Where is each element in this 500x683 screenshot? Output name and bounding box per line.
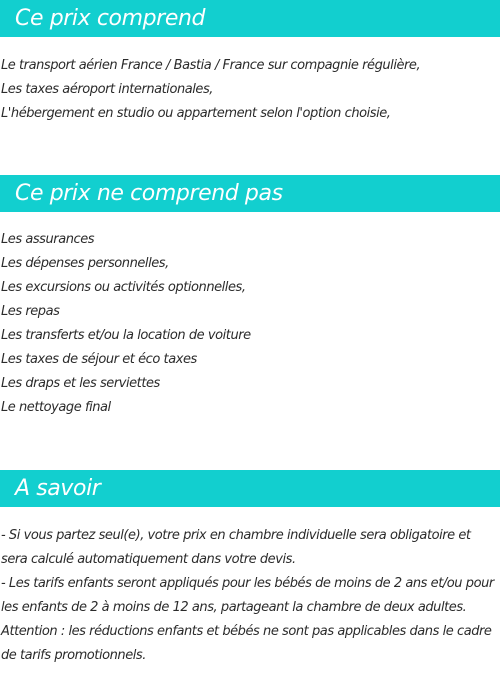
list-item: Les draps et les serviettes	[1, 376, 160, 391]
list-item: Les taxes de séjour et éco taxes	[1, 352, 197, 367]
list-item: Les assurances	[1, 232, 95, 247]
text-line: sera calculé automatiquement dans votre devis.	[1, 552, 296, 567]
section-title: Ce prix comprend	[15, 5, 206, 31]
list-item: Les excursions ou activités optionnelles,	[1, 280, 246, 295]
list-item: L'hébergement en studio ou appartement selon l'option choisie,	[1, 106, 391, 121]
section-title: A savoir	[15, 475, 101, 501]
text-line: Attention : les réductions enfants et bébés ne sont pas applicables dans le cadre	[1, 624, 492, 639]
section-header-not-included	[0, 175, 500, 212]
text-line: de tarifs promotionnels.	[1, 648, 146, 663]
text-line: - Les tarifs enfants seront appliqués pour les bébés de moins de 2 ans et/ou pour	[1, 576, 494, 591]
section-title: Ce prix ne comprend pas	[15, 180, 283, 206]
good-to-know-text	[1, 524, 499, 668]
not-included-list	[1, 228, 499, 420]
list-item: Le nettoyage final	[1, 400, 111, 415]
list-item: Le transport aérien France / Bastia / France sur compagnie régulière,	[1, 58, 421, 73]
section-header-good-to-know	[0, 470, 500, 507]
list-item: Les repas	[1, 304, 60, 319]
included-list	[1, 54, 499, 126]
list-item: Les dépenses personnelles,	[1, 256, 169, 271]
list-item: Les transferts et/ou la location de voiture	[1, 328, 251, 343]
text-line: - Si vous partez seul(e), votre prix en chambre individuelle sera obligatoire et	[1, 528, 471, 543]
list-item: Les taxes aéroport internationales,	[1, 82, 213, 97]
text-line: les enfants de 2 à moins de 12 ans, partageant la chambre de deux adultes.	[1, 600, 467, 615]
section-header-included	[0, 0, 500, 37]
